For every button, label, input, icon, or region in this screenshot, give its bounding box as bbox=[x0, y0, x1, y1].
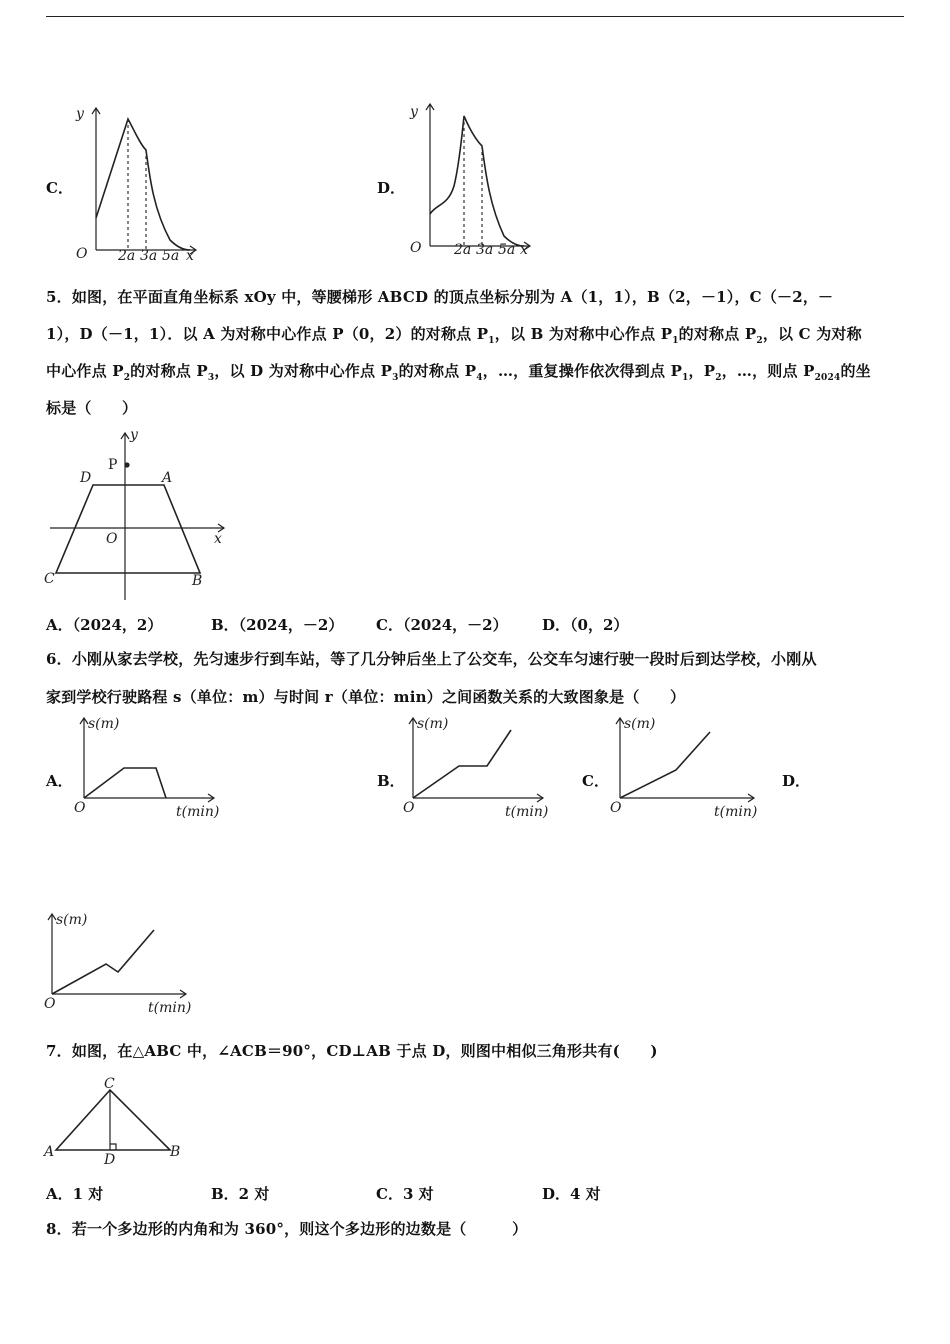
x-label: x bbox=[520, 242, 528, 258]
a-label: A bbox=[162, 470, 173, 486]
t-axis-label: t(min) bbox=[148, 1000, 192, 1016]
s-axis-label: s(m) bbox=[88, 716, 120, 732]
q6-graph-a bbox=[64, 712, 224, 824]
b-label: B bbox=[170, 1144, 181, 1160]
q6-option-a-label[interactable]: A． bbox=[46, 772, 73, 790]
graph-b-line bbox=[413, 730, 511, 798]
x-label: x bbox=[186, 248, 194, 264]
q6-option-d-label[interactable]: D． bbox=[782, 772, 811, 790]
origin-label: O bbox=[410, 240, 422, 256]
q7-option-b[interactable]: B．2 对 bbox=[211, 1185, 270, 1203]
q4-option-d-label[interactable]: D． bbox=[377, 179, 406, 197]
origin-label: O bbox=[610, 800, 622, 816]
graph-c-line bbox=[620, 732, 710, 798]
q5-option-a[interactable]: A．（2024，2） bbox=[46, 616, 163, 634]
q4-graph-d bbox=[396, 96, 536, 261]
q5-trapezoid-figure bbox=[42, 425, 232, 605]
q7-line-1: 7．如图，在△ABC 中，∠ACB＝90°，CD⊥AB 于点 D，则图中相似三角形共有( ) bbox=[46, 1042, 658, 1060]
q7-option-c[interactable]: C．3 对 bbox=[376, 1185, 434, 1203]
t-axis-label: t(min) bbox=[176, 804, 220, 820]
q7-option-d[interactable]: D．4 对 bbox=[542, 1185, 601, 1203]
q5-line-3: 中心作点 $P_2$的对称点 $P_3$，以 D 为对称中心作点 $P_3$的对称点 $P_4$，…，重复操作依次得到点 $P_1$，$P_2$，…，则点 $P_{2024}$的坐 bbox=[46, 362, 871, 383]
c-label: C bbox=[104, 1076, 115, 1092]
b-label: B bbox=[192, 573, 203, 589]
point-p bbox=[124, 462, 129, 467]
triangle-abc bbox=[56, 1090, 170, 1150]
origin-label: O bbox=[74, 800, 86, 816]
origin-label: O bbox=[44, 996, 56, 1012]
origin-label: O bbox=[403, 800, 415, 816]
d-label: D bbox=[104, 1152, 116, 1168]
q6-line-1: 6．小刚从家去学校，先匀速步行到车站，等了几分钟后坐上了公交车，公交车匀速行驶一段时后到达学校，小刚从 bbox=[46, 650, 817, 668]
q7-option-a[interactable]: A．1 对 bbox=[46, 1185, 104, 1203]
q5-option-d[interactable]: D．（0，2） bbox=[542, 616, 629, 634]
tick-2a: 2a bbox=[118, 248, 136, 264]
y-label: y bbox=[410, 104, 418, 120]
q6-graph-b bbox=[395, 712, 555, 824]
q5-option-c[interactable]: C．（2024，－2） bbox=[376, 616, 508, 634]
tick-3a: 3a bbox=[476, 242, 494, 258]
right-angle-mark bbox=[110, 1144, 116, 1150]
q6-graph-c bbox=[600, 712, 765, 824]
s-axis-label: s(m) bbox=[417, 716, 449, 732]
curve-d bbox=[430, 116, 524, 246]
q5-option-b[interactable]: B．（2024，－2） bbox=[211, 616, 344, 634]
q5-line-1: 5．如图，在平面直角坐标系 xOy 中，等腰梯形 ABCD 的顶点坐标分别为 A（1，1），B（2，－1），C（－2，－ bbox=[46, 288, 834, 306]
tick-3a: 3a bbox=[140, 248, 158, 264]
a-label: A bbox=[44, 1144, 55, 1160]
s-axis-label: s(m) bbox=[624, 716, 656, 732]
q7-triangle-figure bbox=[40, 1072, 190, 1168]
header-rule bbox=[46, 16, 904, 17]
tick-5a: 5a bbox=[498, 242, 516, 258]
q5-line-4: 标是（ ） bbox=[46, 399, 138, 417]
graph-d-line bbox=[52, 930, 154, 994]
q8-line-1: 8．若一个多边形的内角和为 360°，则这个多边形的边数是（ ） bbox=[46, 1220, 528, 1238]
t-axis-label: t(min) bbox=[505, 804, 549, 820]
q6-option-c-label[interactable]: C． bbox=[582, 772, 609, 790]
origin-label: O bbox=[76, 246, 88, 262]
t-axis-label: t(min) bbox=[714, 804, 758, 820]
graph-a-line bbox=[84, 768, 166, 798]
tick-5a: 5a bbox=[162, 248, 180, 264]
origin-label: O bbox=[106, 531, 118, 547]
c-label: C bbox=[44, 571, 55, 587]
q4-option-c-label[interactable]: C． bbox=[46, 179, 73, 197]
q5-line-2: 1），D（－1，1）．以 A 为对称中心作点 P（0，2）的对称点 $P_1$，以 B 为对称中心作点 $P_1$的对称点 $P_2$，以 C 为对称 bbox=[46, 325, 862, 346]
s-axis-label: s(m) bbox=[56, 912, 88, 928]
y-label: y bbox=[130, 427, 138, 443]
q4-graph-c bbox=[62, 100, 202, 265]
d-label: D bbox=[80, 470, 92, 486]
q6-option-b-label[interactable]: B． bbox=[377, 772, 405, 790]
tick-2a: 2a bbox=[454, 242, 472, 258]
y-label: y bbox=[76, 106, 84, 122]
x-label: x bbox=[214, 531, 222, 547]
q6-graph-d bbox=[36, 908, 201, 1020]
trapezoid-abcd bbox=[56, 485, 200, 573]
q6-line-2: 家到学校行驶路程 s（单位：m）与时间 r（单位：min）之间函数关系的大致图象是（ ） bbox=[46, 688, 686, 706]
p-label: P bbox=[108, 457, 118, 473]
curve-c bbox=[96, 119, 190, 250]
